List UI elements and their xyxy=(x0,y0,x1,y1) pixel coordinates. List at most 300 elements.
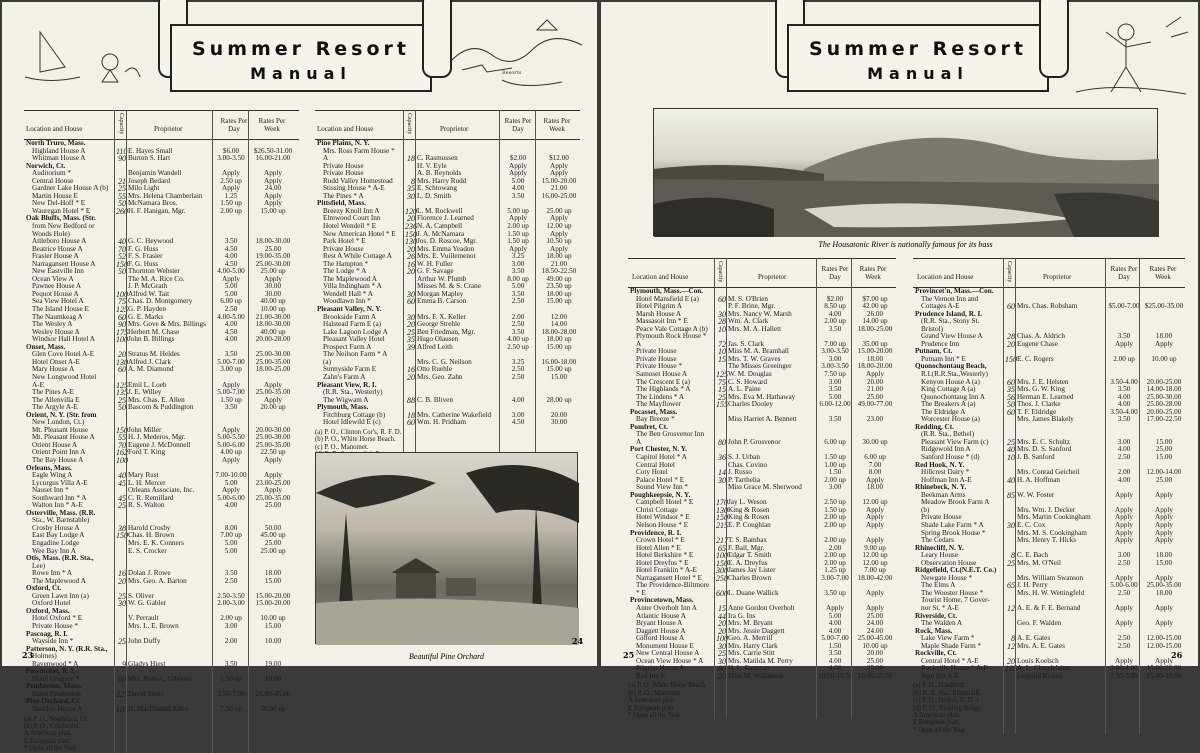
proprietor-cell: H. A. Hoffman xyxy=(1017,475,1060,484)
proprietor-cell: Hugo Olausen xyxy=(417,335,459,344)
capacity-cell: 225 xyxy=(116,689,128,699)
rate-day-cell: 6.00-12.00 xyxy=(819,400,851,409)
rate-day-cell: 4.00 xyxy=(224,320,238,329)
rate-week-cell: 15.00 up xyxy=(260,206,286,215)
location-cell: Gifford House A xyxy=(636,634,685,643)
rate-week-cell: Apply xyxy=(866,475,884,484)
proprietor-cell: Louis Koelsch xyxy=(1017,656,1059,665)
header-location: Location and House xyxy=(917,273,974,281)
location-cell: Bristol) xyxy=(921,324,943,333)
rate-day-cell: 5.00-7.00 xyxy=(821,634,849,643)
location-cell: Narragansett Hotel * E xyxy=(636,573,703,582)
rate-day-cell: Apply xyxy=(1115,520,1133,529)
location-cell: Prudence Inn xyxy=(921,339,960,348)
location-cell: Sanford House * (d) xyxy=(921,453,980,462)
rate-week-cell: 10.00 up xyxy=(862,641,888,650)
rate-day-cell: 5.00 xyxy=(511,282,525,291)
location-cell: A xyxy=(636,339,642,348)
capacity-cell: 25 xyxy=(118,184,126,194)
rate-day-cell: 1.50 up xyxy=(507,229,529,238)
table-row xyxy=(24,336,299,344)
rate-day-cell: 1.00 up xyxy=(824,460,846,469)
location-cell: Pleasant Valley Hotel xyxy=(323,335,385,344)
proprietor-cell: Mrs. Harry Rudd xyxy=(417,176,467,185)
rate-day-cell: 4.00 xyxy=(511,395,525,404)
proprietor-cell: A. L. Paine xyxy=(728,385,761,394)
rate-day-cell: 7.00-10.00 xyxy=(215,471,247,480)
location-cell: Hillcrest Dairy * xyxy=(921,468,970,477)
rate-week-cell: 10.00 up xyxy=(1151,354,1177,363)
location-cell: Wayside Inn * xyxy=(32,637,74,646)
capacity-cell: 20 xyxy=(407,320,415,330)
proprietor-cell: Chas. D. Montgomery xyxy=(128,297,193,306)
rate-day-cell: 4.50 xyxy=(224,259,238,268)
rate-week-cell: 40.00 up xyxy=(260,297,286,306)
proprietor-cell: A. L. Chapdelaine xyxy=(1017,664,1070,673)
rate-week-cell: 25.00 xyxy=(264,501,282,510)
footnote-line: (b) R. R. Sta., Rhinecliff. xyxy=(913,689,982,697)
table-rows xyxy=(24,140,299,714)
location-cell: Spring Brook House * xyxy=(921,528,986,537)
rate-day-cell: 3.00 xyxy=(1117,551,1131,560)
rate-week-cell: 19.00-35.00 xyxy=(255,252,291,261)
proprietor-cell: Mrs. C. G. Neilson xyxy=(417,357,472,366)
capacity-cell: 100 xyxy=(116,289,128,299)
rate-week-cell: Apply xyxy=(1155,603,1173,612)
location-cell: Sound View Inn * xyxy=(636,483,688,492)
location-cell: The Pines * A xyxy=(323,191,364,200)
capacity-cell: 39 xyxy=(407,342,415,352)
capacity-cell: 150 xyxy=(716,513,728,523)
proprietor-cell: Mrs. Martin Cookingham xyxy=(1017,513,1091,522)
rate-week-cell: $25.00-35.00 xyxy=(1144,302,1184,311)
rate-day-cell: 5.00 xyxy=(828,392,842,401)
rate-week-cell: 12.00-14.00 xyxy=(1146,468,1182,477)
capacity-cell: 60 xyxy=(1007,377,1015,387)
rate-week-cell: 18.00 xyxy=(264,569,282,578)
location-cell: Private House xyxy=(323,161,364,170)
header-proprietor: Proprietor xyxy=(1043,273,1072,281)
location-cell: Provincetown, Mass. xyxy=(630,596,694,605)
rate-week-cell: 14.00-18.00 xyxy=(1146,385,1182,394)
rate-day-cell: 5.00-7.00 xyxy=(217,357,245,366)
header-proprietor: Proprietor xyxy=(154,125,183,133)
table-row xyxy=(315,419,580,427)
proprietor-cell: Mrs. Henry T. Hicks xyxy=(1017,536,1077,545)
header-capacity: Capacity xyxy=(118,113,124,135)
capacity-cell: 30 xyxy=(407,312,415,322)
rate-day-cell: 2.00 up xyxy=(220,614,242,623)
location-cell: The Naumkeag A xyxy=(32,312,83,321)
header-capacity: Capacity xyxy=(406,113,412,135)
proprietor-cell: F. G. Huss xyxy=(128,244,159,253)
proprietor-cell: Mrs. T. W. Graves xyxy=(728,354,781,363)
location-cell: Oxford Hotel xyxy=(32,599,71,608)
rate-day-cell: $2.00 xyxy=(509,154,527,163)
location-cell: Auditorium * xyxy=(32,169,71,178)
capacity-cell: 20 xyxy=(407,267,415,277)
capacity-cell: 65 xyxy=(718,543,726,553)
location-cell: Hotel Pilgrim A xyxy=(636,302,682,311)
rate-week-cell: Apply xyxy=(264,486,282,495)
proprietor-cell: Mrs. Catherine Wakefield xyxy=(417,410,492,419)
proprietor-cell: A. E. Gates xyxy=(1017,634,1051,643)
capacity-cell: 20 xyxy=(118,350,126,360)
rate-week-cell: 50.00 xyxy=(264,523,282,532)
location-cell: Orient Point Inn A xyxy=(32,448,86,457)
rate-week-cell: 18.00-42.00 xyxy=(857,573,893,582)
town-heading-row xyxy=(24,646,299,654)
rate-day-cell: 2.00 up xyxy=(824,551,846,560)
rate-day-cell: 3.00-7.00 xyxy=(821,573,849,582)
location-cell: (b) xyxy=(921,505,930,514)
rate-day-cell: 2.50 xyxy=(224,305,238,314)
rate-day-cell: 3.00-3.50 xyxy=(821,347,849,356)
location-cell: The Wigwam A xyxy=(323,395,369,404)
rate-day-cell: 2.00 up xyxy=(824,317,846,326)
proprietor-cell: Benjamin Wandell xyxy=(128,169,182,178)
rate-week-cell: 20.00-25.00 xyxy=(1146,407,1182,416)
header-location: Location and House xyxy=(26,125,83,133)
capacity-cell: 38 xyxy=(118,523,126,533)
capacity-cell: 25 xyxy=(118,591,126,601)
capacity-cell: 60 xyxy=(118,674,126,684)
rate-day-cell: 3.50 xyxy=(828,415,842,424)
right-page xyxy=(601,2,1198,734)
proprietor-cell: W. G. Gabler xyxy=(128,599,167,608)
location-cell: Engadine Lodge xyxy=(32,538,80,547)
proprietor-cell: Thornton Webster xyxy=(128,267,180,276)
page-number-26: 26 xyxy=(1171,650,1183,660)
proprietor-cell: Mrs. Gove & Mrs. Billings xyxy=(128,320,206,329)
table-row xyxy=(24,706,299,714)
rate-week-cell: $26.50-31.00 xyxy=(253,146,293,155)
location-cell: Mt. Pleasant House xyxy=(32,425,89,434)
sailing-sketch xyxy=(10,22,150,102)
proprietor-cell: W. H. Fuller xyxy=(417,259,453,268)
rate-week-cell: 10.00-25.00 xyxy=(857,671,893,680)
rate-day-cell: 8.50 up xyxy=(824,302,846,311)
location-cell: Hotel Mansfield E (a) xyxy=(636,294,699,303)
location-cell: Whitman House A xyxy=(32,154,86,163)
capacity-cell: 50 xyxy=(118,267,126,277)
proprietor-cell: Edgar T. Smith xyxy=(728,551,772,560)
header-capacity: Capacity xyxy=(1006,261,1012,283)
location-cell: New Eastville Inn xyxy=(32,267,84,276)
proprietor-cell: Mrs. James Blakely xyxy=(1017,415,1074,424)
table-header xyxy=(315,110,580,140)
rate-week-cell: 25.00-45.00 xyxy=(857,634,893,643)
footnote-line: (c) P. O., Manomet. xyxy=(315,443,369,451)
proprietor-cell: Charles Dooley xyxy=(728,400,773,409)
rate-week-cell: 16.00-21.00 xyxy=(255,154,291,163)
proprietor-cell: Emil L. Loeb xyxy=(128,380,167,389)
rate-day-cell: 5.00 xyxy=(224,289,238,298)
rate-week-cell: Apply xyxy=(1155,513,1173,522)
rate-week-cell: 25.00 xyxy=(866,392,884,401)
rate-week-cell: 7.00 up xyxy=(864,566,886,575)
rate-day-cell: 4.00 xyxy=(828,619,842,628)
rate-day-cell: 5.00 xyxy=(828,611,842,620)
proprietor-cell: C. B. Bliven xyxy=(417,395,453,404)
location-cell: Frasier House A xyxy=(32,252,79,261)
rate-week-cell: Apply xyxy=(264,455,282,464)
rate-week-cell: 15.00 up xyxy=(546,297,572,306)
footnote-line: E European plan. xyxy=(628,704,675,712)
capacity-cell: 100 xyxy=(716,634,728,644)
location-cell: Massasoit Inn * E xyxy=(636,317,688,326)
location-cell: Oxford, Ct. xyxy=(26,584,62,593)
location-cell: Palace Hotel * E xyxy=(636,475,685,484)
location-cell: Hotel Idlewild E (c) xyxy=(323,418,381,427)
rate-week-cell: 30.00 xyxy=(264,289,282,298)
capacity-cell: 90 xyxy=(118,320,126,330)
proprietor-cell: Miss Harriet A. Bennett xyxy=(728,415,797,424)
caption-pine-orchard: Beautiful Pine Orchard xyxy=(409,652,484,661)
location-cell: Christ Cottage xyxy=(636,505,678,514)
rate-week-cell: Apply xyxy=(264,176,282,185)
rate-week-cell: Apply xyxy=(1155,490,1173,499)
location-cell: New London, Ct.) xyxy=(32,418,85,427)
location-cell: Pocasset, Mass. xyxy=(630,407,678,416)
capacity-cell: 20 xyxy=(718,626,726,636)
rate-week-cell: 15.00 xyxy=(550,372,568,381)
banner-title-line2: Manual xyxy=(867,64,969,83)
rate-week-cell: 10.50 up xyxy=(546,237,572,246)
capacity-cell: 40 xyxy=(1007,445,1015,455)
rate-day-cell: 2.00 up xyxy=(824,475,846,484)
capacity-cell: 110 xyxy=(116,146,128,156)
rate-day-cell: 10.00-10.50 xyxy=(818,671,853,680)
rate-week-cell: Apply xyxy=(1155,505,1173,514)
footnote-line: A American plan. xyxy=(913,712,961,720)
capacity-cell: 20 xyxy=(407,372,415,382)
rate-week-cell: Apply xyxy=(550,161,568,170)
proprietor-cell: Emma B. Carson xyxy=(417,297,467,306)
location-cell: Hotel Oxford * E xyxy=(32,614,83,623)
resort-table-col4 xyxy=(913,258,1185,734)
rate-week-cell: 25.00-35.00 xyxy=(255,440,291,449)
rate-day-cell: 2.00 up xyxy=(507,222,529,231)
capacity-cell: 8 xyxy=(1011,551,1015,561)
location-cell: Rock, Mass. xyxy=(915,626,953,635)
location-cell: The Hampton * xyxy=(323,259,369,268)
location-cell: Stissing House * A-E xyxy=(323,184,385,193)
rate-week-cell: Apply xyxy=(1155,573,1173,582)
location-cell: Central Hotel * A-E xyxy=(921,656,979,665)
location-cell: Samoset House A xyxy=(636,370,688,379)
proprietor-cell: F. Ball, Mgr. xyxy=(728,543,765,552)
capacity-cell: 16 xyxy=(407,259,415,269)
caption-housatonic-river: The Housatonic River is nationally famous for its bass xyxy=(818,240,993,249)
rate-day-cell: 2.50 xyxy=(511,320,525,329)
capacity-cell: 10 xyxy=(718,324,726,334)
rate-day-cell: Apply xyxy=(1115,339,1133,348)
rate-day-cell: 2.00 up xyxy=(824,513,846,522)
table-row xyxy=(24,155,299,163)
proprietor-cell: Mrs. M. Bryant xyxy=(728,619,773,628)
proprietor-cell: E. Hayes Small xyxy=(128,146,173,155)
header-proprietor: Proprietor xyxy=(758,273,787,281)
proprietor-cell: Mrs. D. S. Sanford xyxy=(1017,445,1072,454)
rate-week-cell: 21.00 xyxy=(550,184,568,193)
location-cell: Daggett House A xyxy=(636,626,686,635)
location-cell: Bryant House A xyxy=(636,619,683,628)
location-cell: Rowe Inn * A xyxy=(32,569,73,578)
rate-week-cell: 25.00 xyxy=(866,664,884,673)
capacity-cell: 60 xyxy=(118,312,126,322)
location-cell: Maple Shade Farm * xyxy=(921,641,982,650)
capacity-cell: 100 xyxy=(116,455,128,465)
footnote-line: A American plan. xyxy=(24,730,72,738)
rate-week-cell: 12.00 up xyxy=(862,558,888,567)
capacity-cell: 55 xyxy=(118,433,126,443)
proprietor-cell: Herbert M. Chase xyxy=(128,327,180,336)
rate-day-cell: 1.25 xyxy=(224,191,238,200)
rate-week-cell: 25.00-30.00 xyxy=(255,433,291,442)
capacity-cell: 300 xyxy=(716,566,728,576)
footnote-line: E European plan. xyxy=(24,737,71,745)
capacity-cell: 12 xyxy=(1007,603,1015,613)
proprietor-cell: Mrs. William Swanson xyxy=(1017,573,1084,582)
rate-week-cell: 18.00-30.00 xyxy=(255,320,291,329)
location-cell: Tourist Home, 7 Gover- xyxy=(921,596,990,605)
left-page xyxy=(2,2,597,753)
rate-week-cell: 10.00 up xyxy=(260,614,286,623)
capacity-cell: 25 xyxy=(1007,437,1015,447)
rate-day-cell: Apply xyxy=(1115,513,1133,522)
capacity-cell: 35 xyxy=(407,184,415,194)
proprietor-cell: Mrs. M. A. Hallett xyxy=(728,324,782,333)
location-cell: Pawnee House A xyxy=(32,282,82,291)
capacity-cell: 60 xyxy=(407,297,415,307)
location-cell: The Mayflower xyxy=(636,400,681,409)
rate-day-cell: 4.00 xyxy=(828,664,842,673)
golfer-sketch xyxy=(1056,12,1196,102)
rate-week-cell: 21.00-30.00 xyxy=(255,312,291,321)
location-cell: Pemberton, Mass. xyxy=(26,682,82,691)
location-cell: Private House xyxy=(323,169,364,178)
footnote-line: E European plan. xyxy=(913,719,960,727)
location-cell: Mt. Pleasant House A xyxy=(32,433,95,442)
location-cell: Beatrice House A xyxy=(32,244,83,253)
location-cell: Private House xyxy=(323,244,364,253)
proprietor-cell: Alfred J. Clark xyxy=(128,357,171,366)
proprietor-cell: John Miller xyxy=(128,425,162,434)
sketch-label: Resorts xyxy=(502,70,522,76)
rate-week-cell: 15.00 xyxy=(264,622,282,630)
location-cell: Private House xyxy=(636,347,677,356)
proprietor-cell: Mrs. M. S. Cookingham xyxy=(1017,528,1087,537)
rate-day-cell: 2.50 xyxy=(1117,588,1131,597)
rate-day-cell: 4.00-5.00 xyxy=(217,267,245,276)
capacity-cell: 18 xyxy=(407,410,415,420)
proprietor-cell: Mrs. Jessie Daggett xyxy=(728,626,785,635)
location-cell: The Wesley A xyxy=(32,320,73,329)
footnote-line: (b) P. O., White Horse Beach. xyxy=(315,436,396,444)
location-cell: Provincet'n, Mass.—Con. xyxy=(915,287,994,295)
capacity-cell: 20 xyxy=(718,619,726,629)
rate-week-cell: 20.00 up xyxy=(260,403,286,412)
proprietor-cell: Otto Ruehle xyxy=(417,365,452,374)
location-cell: Villa Indingham * A xyxy=(323,282,382,291)
proprietor-cell: M. S. O'Brien xyxy=(728,294,769,303)
rate-week-cell: 40.00 up xyxy=(260,327,286,336)
proprietor-cell: Chas. Covino xyxy=(728,460,768,469)
proprietor-cell: David Stone xyxy=(128,689,164,698)
proprietor-cell: E. P. Coughlan xyxy=(728,520,771,529)
location-cell: Pleasant Valley, N. Y. xyxy=(317,305,382,314)
location-cell: The Breakers A (a) xyxy=(921,400,976,409)
location-cell: New Longwood Hotel xyxy=(32,372,97,381)
proprietor-cell: Eugene J. McDonnell xyxy=(128,440,191,449)
proprietor-cell: G. P. Hayden xyxy=(128,305,166,314)
location-cell: A xyxy=(636,437,642,446)
location-cell: The Elms A xyxy=(921,581,956,590)
proprietor-cell: Mrs. G. W. King xyxy=(1017,385,1065,394)
proprietor-cell: The M. A. Rice Co. xyxy=(128,274,185,283)
location-cell: Quonochontaug Beach, xyxy=(915,362,987,371)
capacity-cell: 45 xyxy=(118,478,126,488)
rate-day-cell: 3.50 xyxy=(224,403,238,412)
proprietor-cell: Wm. H. Pridham xyxy=(417,418,467,427)
location-cell: The Ben Grosvenor Inn xyxy=(636,430,705,439)
proprietor-cell: Mrs. Harry Clark xyxy=(728,641,778,650)
rate-day-cell: 6.00 up xyxy=(824,437,846,446)
header-location: Location and House xyxy=(317,125,374,133)
location-cell: Hotel Onset A-E xyxy=(32,357,80,366)
capacity-cell: 85 xyxy=(1007,490,1015,500)
capacity-cell: 25 xyxy=(118,501,126,511)
rate-week-cell: Apply xyxy=(866,536,884,545)
location-cell: The Maplewood A xyxy=(323,274,377,283)
footnote-line: * Open all the Year xyxy=(24,745,77,753)
rate-week-cell: Apply xyxy=(866,603,884,612)
proprietor-cell: T. F. Eldridge xyxy=(1017,407,1057,416)
proprietor-cell: Mrs. Conrad Geicheil xyxy=(1017,468,1080,477)
rate-day-cell: 2.00 up xyxy=(824,520,846,529)
location-cell: Sea View Hotel A xyxy=(32,297,84,306)
rate-day-cell: 5.00-6.00 xyxy=(217,440,245,449)
location-cell: Private House xyxy=(921,513,962,522)
rate-week-cell: 25.00 xyxy=(1155,445,1173,454)
capacity-cell: 217 xyxy=(716,536,728,546)
column-rule xyxy=(535,110,536,481)
rate-week-cell: 50.00 up xyxy=(260,705,286,714)
rate-week-cell: 25.00 up xyxy=(546,206,572,215)
proprietor-cell: Jos. D. Roscoe, Mgr. xyxy=(417,237,478,246)
rate-day-cell: 4.00 xyxy=(1117,392,1131,401)
location-cell: Woodlawn Inn * xyxy=(323,297,371,306)
table-header xyxy=(24,110,299,140)
proprietor-cell: Anne Gordon Overholt xyxy=(728,603,795,612)
location-cell: Cottages A-E xyxy=(921,302,960,311)
footnote-line: (a) P. O., Southford, Ct. xyxy=(24,715,89,723)
location-cell: Ridgewold Inn A xyxy=(921,445,971,454)
rate-week-cell: 45.00 up xyxy=(260,531,286,540)
rate-day-cell: 1.50 xyxy=(828,641,842,650)
rate-day-cell: 2.00 up xyxy=(824,558,846,567)
proprietor-cell: James Jay Lister xyxy=(728,566,776,575)
location-cell: The Allenvilla E xyxy=(32,395,80,404)
location-cell: The Providence-Biltmore xyxy=(636,581,710,590)
location-cell: Pascoag, R. I. xyxy=(26,629,68,638)
capacity-cell: 600 xyxy=(716,588,728,598)
rate-day-cell: 4.00 xyxy=(828,309,842,318)
proprietor-cell: Leopold Krause xyxy=(1017,671,1064,680)
rate-week-cell: Apply xyxy=(550,169,568,178)
footnote-line: * Open all the Year xyxy=(628,712,681,720)
